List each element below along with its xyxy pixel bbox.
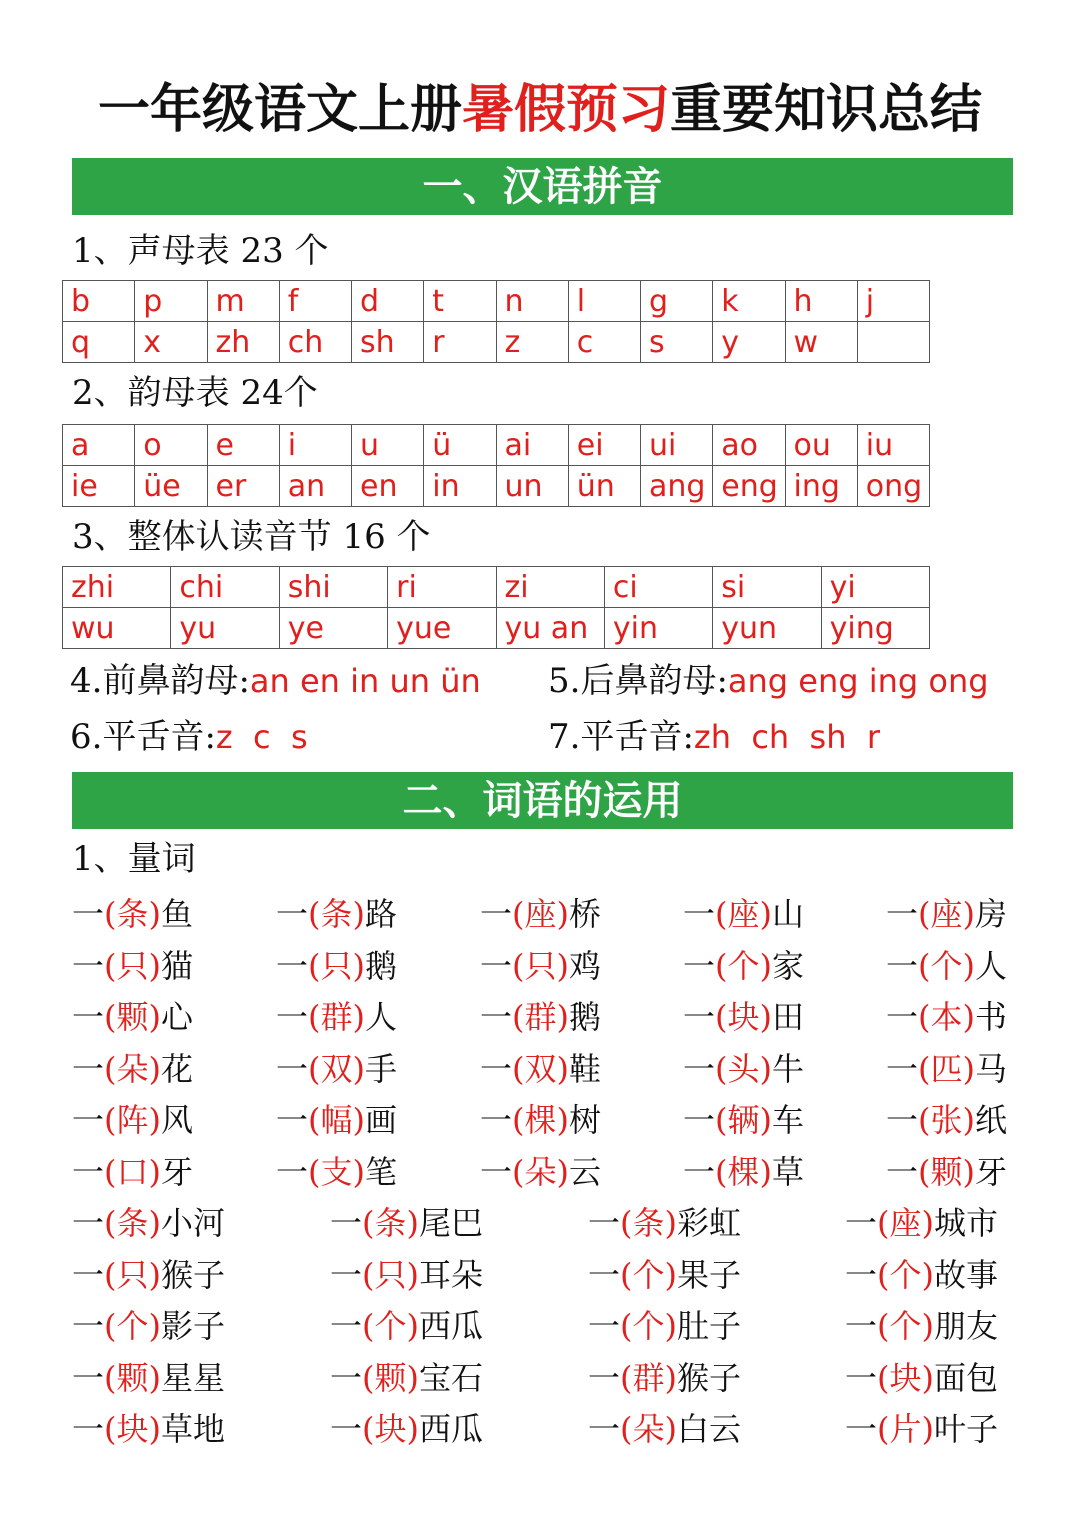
- measure-word-item: 一(群)人: [276, 998, 398, 1036]
- table-cell: s: [641, 322, 713, 363]
- noun: 路: [365, 895, 398, 933]
- noun: 故事: [934, 1255, 999, 1294]
- measure-word: (匹): [918, 1049, 975, 1088]
- measure-word: (本): [918, 998, 975, 1036]
- measure-word-item: 一(片)叶子: [845, 1410, 999, 1448]
- noun: 小河: [161, 1204, 226, 1242]
- table-cell: üe: [135, 466, 207, 507]
- noun: 宝石: [419, 1358, 484, 1397]
- measure-word: (条): [104, 895, 161, 933]
- table-cell: sh: [352, 322, 424, 363]
- table-cell: wu: [63, 608, 171, 649]
- table-cell: d: [352, 281, 424, 322]
- measure-word-item: 一(棵)草: [683, 1152, 805, 1191]
- measure-word: (座): [877, 1204, 934, 1242]
- noun: 花: [161, 1049, 194, 1088]
- measure-word-item: 一(双)手: [276, 1049, 398, 1088]
- measure-word-item: 一(座)桥: [480, 895, 602, 933]
- table-cell: q: [63, 322, 135, 363]
- table-cell: n: [496, 281, 568, 322]
- noun: 草: [772, 1152, 805, 1191]
- table-cell: shi: [279, 567, 387, 608]
- noun: 人: [975, 946, 1008, 985]
- table-cell: t: [424, 281, 496, 322]
- measure-word-item: 一(个)西瓜: [330, 1307, 484, 1345]
- table-cell: yi: [821, 567, 929, 608]
- noun: 笔: [365, 1152, 398, 1191]
- table-cell: ei: [568, 425, 640, 466]
- noun: 马: [975, 1049, 1008, 1088]
- measure-word: (块): [715, 998, 772, 1036]
- section-header-words: 二、词语的运用: [72, 772, 1013, 829]
- noun: 西瓜: [419, 1410, 484, 1448]
- table-cell: ou: [785, 425, 857, 466]
- table-cell: b: [63, 281, 135, 322]
- noun: 手: [365, 1049, 398, 1088]
- measure-word-item: 一(个)家: [683, 946, 805, 985]
- measure-word-item: 一(个)影子: [72, 1307, 226, 1345]
- measure-word: (块): [362, 1410, 419, 1448]
- noun: 云: [569, 1152, 602, 1191]
- whole-syllables-heading: 3、整体认读音节 16 个: [72, 517, 431, 557]
- measure-word-item: 一(朵)云: [480, 1152, 602, 1191]
- measure-word-item: 一(条)路: [276, 895, 398, 933]
- measure-word: (只): [104, 1255, 161, 1294]
- section-header-pinyin: 一、汉语拼音: [72, 158, 1013, 215]
- measure-word: (棵): [512, 1101, 569, 1139]
- measure-word-item: 一(只)耳朵: [330, 1255, 484, 1294]
- noun: 家: [772, 946, 805, 985]
- noun: 猴子: [161, 1255, 226, 1294]
- noun: 白云: [677, 1410, 742, 1448]
- noun: 尾巴: [419, 1204, 484, 1242]
- measure-word-item: 一(条)小河: [72, 1204, 226, 1242]
- measure-word-item: 一(双)鞋: [480, 1049, 602, 1088]
- measure-words-heading: 1、量词: [72, 839, 196, 879]
- table-cell: zh: [207, 322, 279, 363]
- measure-word: (群): [512, 998, 569, 1036]
- measure-word: (只): [308, 946, 365, 985]
- table-cell: m: [207, 281, 279, 322]
- measure-word: (棵): [715, 1152, 772, 1191]
- measure-word-item: 一(本)书: [886, 998, 1008, 1036]
- measure-word: (片): [877, 1410, 934, 1448]
- table-cell: e: [207, 425, 279, 466]
- measure-word: (群): [620, 1358, 677, 1397]
- table-cell: p: [135, 281, 207, 322]
- noun: 肚子: [677, 1307, 742, 1345]
- table-cell: zhi: [63, 567, 171, 608]
- table-cell: ün: [568, 466, 640, 507]
- table-cell: a: [63, 425, 135, 466]
- table-cell: eng: [713, 466, 785, 507]
- table-cell: j: [857, 281, 929, 322]
- measure-word-item: 一(块)面包: [845, 1358, 999, 1397]
- measure-word-item: 一(座)城市: [845, 1204, 999, 1242]
- measure-word: (幅): [308, 1101, 365, 1139]
- measure-word-item: 一(颗)星星: [72, 1358, 226, 1397]
- measure-word: (颗): [104, 998, 161, 1036]
- table-row: [63, 425, 930, 466]
- measure-word-item: 一(条)鱼: [72, 895, 194, 933]
- table-cell: en: [352, 466, 424, 507]
- measure-word-item: 一(辆)车: [683, 1101, 805, 1139]
- measure-word: (头): [715, 1049, 772, 1088]
- initials-heading: 1、声母表 23 个: [72, 231, 329, 271]
- measure-word-item: 一(座)房: [886, 895, 1008, 933]
- noun: 鸡: [569, 946, 602, 985]
- noun: 叶子: [934, 1410, 999, 1448]
- noun: 心: [161, 998, 194, 1036]
- table-cell: u: [352, 425, 424, 466]
- noun: 鹅: [569, 998, 602, 1036]
- measure-word-item: 一(个)朋友: [845, 1307, 999, 1345]
- measure-word: (口): [104, 1152, 161, 1191]
- measure-word-item: 一(匹)马: [886, 1049, 1008, 1088]
- measure-word-item: 一(只)鸡: [480, 946, 602, 985]
- noun: 人: [365, 998, 398, 1036]
- noun: 山: [772, 895, 805, 933]
- table-row: [63, 608, 930, 649]
- table-cell: ch: [279, 322, 351, 363]
- measure-word: (块): [877, 1358, 934, 1397]
- table-cell: ying: [821, 608, 929, 649]
- table-cell: ing: [785, 466, 857, 507]
- measure-word-item: 一(阵)风: [72, 1101, 194, 1139]
- measure-word-item: 一(颗)心: [72, 998, 194, 1036]
- measure-word: (只): [362, 1255, 419, 1294]
- initials-table: [62, 280, 930, 363]
- measure-word-item: 一(朵)花: [72, 1049, 194, 1088]
- measure-word: (支): [308, 1152, 365, 1191]
- noun: 桥: [569, 895, 602, 933]
- table-cell: w: [785, 322, 857, 363]
- table-cell: in: [424, 466, 496, 507]
- measure-word: (条): [104, 1204, 161, 1242]
- table-cell: ci: [604, 567, 712, 608]
- table-cell: c: [568, 322, 640, 363]
- table-cell: zi: [496, 567, 604, 608]
- noun: 树: [569, 1101, 602, 1139]
- table-cell: er: [207, 466, 279, 507]
- table-cell: chi: [171, 567, 279, 608]
- measure-word: (个): [620, 1255, 677, 1294]
- measure-word: (座): [918, 895, 975, 933]
- noun: 书: [975, 998, 1008, 1036]
- table-cell: i: [279, 425, 351, 466]
- measure-word-item: 一(群)猴子: [588, 1358, 742, 1397]
- measure-word: (个): [362, 1307, 419, 1345]
- measure-word-item: 一(只)鹅: [276, 946, 398, 985]
- table-cell: ang: [641, 466, 713, 507]
- table-cell: r: [424, 322, 496, 363]
- measure-word: (阵): [104, 1101, 161, 1139]
- table-cell: an: [279, 466, 351, 507]
- measure-word: (个): [877, 1255, 934, 1294]
- noun: 西瓜: [419, 1307, 484, 1345]
- table-cell: ye: [279, 608, 387, 649]
- noun: 鹅: [365, 946, 398, 985]
- noun: 星星: [161, 1358, 226, 1397]
- table-cell: un: [496, 466, 568, 507]
- measure-word-item: 一(群)鹅: [480, 998, 602, 1036]
- table-cell: iu: [857, 425, 929, 466]
- measure-word-item: 一(颗)宝石: [330, 1358, 484, 1397]
- noun: 影子: [161, 1307, 226, 1345]
- front-nasal-finals: 4.前鼻韵母:an en in un ün: [70, 661, 481, 701]
- back-nasal-finals: 5.后鼻韵母:ang eng ing ong: [548, 661, 989, 701]
- measure-word-item: 一(只)猴子: [72, 1255, 226, 1294]
- noun: 猴子: [677, 1358, 742, 1397]
- measure-word: (朵): [104, 1049, 161, 1088]
- measure-word-item: 一(颗)牙: [886, 1152, 1008, 1191]
- table-row: [63, 322, 930, 363]
- measure-word: (朵): [620, 1410, 677, 1448]
- noun: 田: [772, 998, 805, 1036]
- noun: 彩虹: [677, 1204, 742, 1242]
- table-cell: z: [496, 322, 568, 363]
- measure-word: (条): [308, 895, 365, 933]
- flat-tongue-sounds: 6.平舌音:z c s: [70, 717, 308, 757]
- measure-word-item: 一(块)西瓜: [330, 1410, 484, 1448]
- noun: 牙: [161, 1152, 194, 1191]
- measure-word: (朵): [512, 1152, 569, 1191]
- table-cell: ri: [388, 567, 496, 608]
- measure-word-item: 一(个)故事: [845, 1255, 999, 1294]
- measure-word: (双): [308, 1049, 365, 1088]
- measure-word: (座): [715, 895, 772, 933]
- whole-syllables-table: [62, 566, 930, 649]
- measure-word: (个): [104, 1307, 161, 1345]
- table-cell: ong: [857, 466, 929, 507]
- measure-word: (颗): [918, 1152, 975, 1191]
- table-cell: ao: [713, 425, 785, 466]
- table-cell: k: [713, 281, 785, 322]
- measure-word: (只): [104, 946, 161, 985]
- table-cell: x: [135, 322, 207, 363]
- table-cell: si: [713, 567, 821, 608]
- measure-word-item: 一(张)纸: [886, 1101, 1008, 1139]
- table-cell: h: [785, 281, 857, 322]
- noun: 鞋: [569, 1049, 602, 1088]
- table-row: [63, 567, 930, 608]
- noun: 果子: [677, 1255, 742, 1294]
- measure-word-item: 一(朵)白云: [588, 1410, 742, 1448]
- table-cell: g: [641, 281, 713, 322]
- finals-heading: 2、韵母表 24个: [72, 373, 318, 413]
- measure-word: (只): [512, 946, 569, 985]
- table-cell: l: [568, 281, 640, 322]
- noun: 牛: [772, 1049, 805, 1088]
- noun: 画: [365, 1101, 398, 1139]
- table-cell: ü: [424, 425, 496, 466]
- table-row: [63, 466, 930, 507]
- finals-table: [62, 424, 930, 507]
- measure-word: (个): [715, 946, 772, 985]
- table-row: [63, 281, 930, 322]
- measure-word-item: 一(口)牙: [72, 1152, 194, 1191]
- measure-word: (座): [512, 895, 569, 933]
- measure-word-item: 一(个)果子: [588, 1255, 742, 1294]
- table-cell: ai: [496, 425, 568, 466]
- measure-word: (个): [877, 1307, 934, 1345]
- measure-word: (张): [918, 1101, 975, 1139]
- noun: 纸: [975, 1101, 1008, 1139]
- table-cell: ie: [63, 466, 135, 507]
- page-title: 一年级语文上册暑假预习重要知识总结: [97, 79, 983, 140]
- measure-word: (条): [620, 1204, 677, 1242]
- measure-word-item: 一(座)山: [683, 895, 805, 933]
- retroflex-sounds: 7.平舌音:zh ch sh r: [548, 717, 880, 757]
- noun: 草地: [161, 1410, 226, 1448]
- measure-word-item: 一(条)尾巴: [330, 1204, 484, 1242]
- table-cell: y: [713, 322, 785, 363]
- measure-word: (颗): [104, 1358, 161, 1397]
- table-cell: yin: [604, 608, 712, 649]
- noun: 鱼: [161, 895, 194, 933]
- measure-word: (颗): [362, 1358, 419, 1397]
- noun: 朋友: [934, 1307, 999, 1345]
- measure-word-item: 一(条)彩虹: [588, 1204, 742, 1242]
- measure-word: (双): [512, 1049, 569, 1088]
- noun: 牙: [975, 1152, 1008, 1191]
- table-cell: yue: [388, 608, 496, 649]
- measure-word: (辆): [715, 1101, 772, 1139]
- table-cell: yu: [171, 608, 279, 649]
- noun: 城市: [934, 1204, 999, 1242]
- noun: 猫: [161, 946, 194, 985]
- table-cell: ui: [641, 425, 713, 466]
- noun: 面包: [934, 1358, 999, 1397]
- measure-word-item: 一(支)笔: [276, 1152, 398, 1191]
- measure-word: (个): [620, 1307, 677, 1345]
- measure-word: (群): [308, 998, 365, 1036]
- table-cell: yu an: [496, 608, 604, 649]
- table-cell: yun: [713, 608, 821, 649]
- measure-word-item: 一(块)草地: [72, 1410, 226, 1448]
- measure-word: (个): [918, 946, 975, 985]
- measure-word-item: 一(只)猫: [72, 946, 194, 985]
- noun: 房: [975, 895, 1008, 933]
- measure-word-item: 一(头)牛: [683, 1049, 805, 1088]
- table-cell: f: [279, 281, 351, 322]
- table-cell: [857, 322, 929, 363]
- measure-word-item: 一(个)肚子: [588, 1307, 742, 1345]
- noun: 风: [161, 1101, 194, 1139]
- measure-word-item: 一(棵)树: [480, 1101, 602, 1139]
- noun: 车: [772, 1101, 805, 1139]
- measure-word-item: 一(块)田: [683, 998, 805, 1036]
- measure-word-item: 一(个)人: [886, 946, 1008, 985]
- measure-word: (块): [104, 1410, 161, 1448]
- measure-word: (条): [362, 1204, 419, 1242]
- table-cell: o: [135, 425, 207, 466]
- noun: 耳朵: [419, 1255, 484, 1294]
- measure-word-item: 一(幅)画: [276, 1101, 398, 1139]
